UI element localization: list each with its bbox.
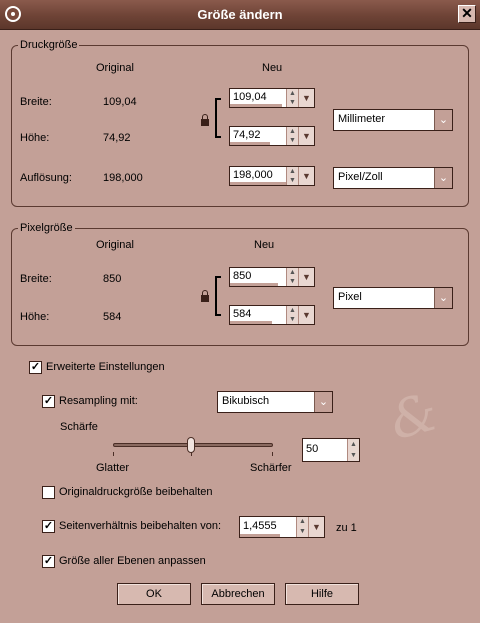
aspect-ratio-spinbox[interactable] xyxy=(239,516,325,538)
resolution-spin-arrows[interactable] xyxy=(286,167,298,185)
resolution-spinbox[interactable] xyxy=(229,166,315,186)
help-button[interactable]: Hilfe xyxy=(285,583,359,605)
resampling-method-select[interactable] xyxy=(217,391,333,413)
spin-up-icon: ▲ xyxy=(289,307,296,314)
pixel-col-neu: Neu xyxy=(254,239,275,251)
slider-min-label: Glatter xyxy=(96,462,130,474)
spin-down-icon: ▼ xyxy=(289,137,296,144)
resolution-unit-select[interactable] xyxy=(333,167,453,189)
advanced-settings-checkbox[interactable]: ✓ xyxy=(30,361,41,373)
spin-down-icon: ▼ xyxy=(289,278,296,285)
print-col-original: Original xyxy=(96,62,134,74)
resolution-original: 198,000 xyxy=(103,172,143,184)
pixel-height-value: 584 xyxy=(233,308,252,320)
spin-up-icon: ▲ xyxy=(299,518,306,525)
ok-button[interactable]: OK xyxy=(117,583,191,605)
print-height-value: 74,92 xyxy=(233,129,261,141)
sharpness-slider-thumb[interactable] xyxy=(187,437,195,453)
pixel-width-dropdown-icon[interactable]: ▼ xyxy=(298,268,314,286)
lock-icon[interactable] xyxy=(201,295,209,302)
pixel-height-label: Höhe: xyxy=(20,311,50,323)
slider-tick xyxy=(191,452,192,456)
spin-up-icon: ▲ xyxy=(350,441,357,448)
print-width-dropdown-icon[interactable]: ▼ xyxy=(298,89,314,107)
chevron-down-icon[interactable]: ⌄ xyxy=(434,168,452,188)
pixel-unit-value: Pixel xyxy=(338,291,362,303)
print-col-neu: Neu xyxy=(262,62,283,74)
resampling-method-value: Bikubisch xyxy=(222,395,270,407)
resize-all-layers-label: Größe aller Ebenen anpassen xyxy=(59,555,206,567)
print-height-spin-arrows[interactable] xyxy=(286,127,298,145)
slider-tick xyxy=(113,452,114,456)
resampling-label: Resampling mit: xyxy=(59,395,138,407)
keep-aspect-ratio-checkbox[interactable]: ✓ xyxy=(43,520,54,532)
sharpness-spin-arrows[interactable] xyxy=(347,439,359,461)
pixel-col-original: Original xyxy=(96,239,134,251)
pixel-unit-select[interactable] xyxy=(333,287,453,309)
cancel-button[interactable]: Abbrechen xyxy=(201,583,275,605)
print-size-group-label: Druckgröße xyxy=(20,39,78,51)
watermark-logo: & xyxy=(383,382,444,453)
spin-down-icon: ▼ xyxy=(299,528,306,535)
spin-up-icon: ▲ xyxy=(289,269,296,276)
aspect-ratio-value: 1,4555 xyxy=(243,520,277,532)
print-height-spinbox[interactable] xyxy=(229,126,315,146)
spin-down-icon: ▼ xyxy=(350,452,357,459)
chevron-down-icon[interactable]: ⌄ xyxy=(314,392,332,412)
pixel-width-spinbox[interactable] xyxy=(229,267,315,287)
close-button[interactable]: ✕ xyxy=(458,5,476,23)
chevron-down-icon[interactable]: ⌄ xyxy=(434,288,452,308)
resolution-label: Auflösung: xyxy=(20,172,72,184)
sharpness-spinbox[interactable] xyxy=(302,438,360,462)
print-height-original: 74,92 xyxy=(103,132,131,144)
spin-down-icon: ▼ xyxy=(289,316,296,323)
print-width-label: Breite: xyxy=(20,96,52,108)
print-unit-select[interactable] xyxy=(333,109,453,131)
spin-up-icon: ▲ xyxy=(289,128,296,135)
resolution-unit-value: Pixel/Zoll xyxy=(338,171,383,183)
print-unit-value: Millimeter xyxy=(338,113,386,125)
lock-icon[interactable] xyxy=(201,119,209,126)
slider-tick xyxy=(272,452,273,456)
spin-down-icon: ▼ xyxy=(289,99,296,106)
sharpness-label: Schärfe xyxy=(60,421,98,433)
title-bar xyxy=(0,0,480,30)
pixel-height-dropdown-icon[interactable]: ▼ xyxy=(298,306,314,324)
pixel-height-spinbox[interactable] xyxy=(229,305,315,325)
resize-all-layers-checkbox[interactable]: ✓ xyxy=(43,555,54,567)
print-height-dropdown-icon[interactable]: ▼ xyxy=(298,127,314,145)
pixel-height-original: 584 xyxy=(103,311,122,323)
pixel-width-spin-arrows[interactable] xyxy=(286,268,298,286)
keep-original-print-size-label: Originaldruckgröße beibehalten xyxy=(59,486,213,498)
aspect-ratio-spin-arrows[interactable] xyxy=(296,517,308,537)
pixel-size-group-label: Pixelgröße xyxy=(20,222,73,234)
aspect-ratio-dropdown-icon[interactable]: ▼ xyxy=(308,517,324,537)
aspect-ratio-suffix: zu 1 xyxy=(336,522,357,534)
pixel-width-value: 850 xyxy=(233,270,252,282)
slider-max-label: Schärfer xyxy=(250,462,292,474)
advanced-settings-label: Erweiterte Einstellungen xyxy=(46,361,165,373)
pixel-link-bracket xyxy=(215,276,221,316)
resolution-dropdown-icon[interactable]: ▼ xyxy=(298,167,314,185)
print-width-spinbox[interactable] xyxy=(229,88,315,108)
sharpness-value: 50 xyxy=(306,443,319,455)
pixel-width-original: 850 xyxy=(103,273,122,285)
spin-up-icon: ▲ xyxy=(289,168,296,175)
spin-up-icon: ▲ xyxy=(289,90,296,97)
pixel-height-spin-arrows[interactable] xyxy=(286,306,298,324)
print-width-value: 109,04 xyxy=(233,91,267,103)
print-height-label: Höhe: xyxy=(20,132,50,144)
window-title: Größe ändern xyxy=(197,7,283,22)
pixel-width-label: Breite: xyxy=(20,273,52,285)
print-width-original: 109,04 xyxy=(103,96,137,108)
resolution-value: 198,000 xyxy=(233,169,273,181)
print-width-spin-arrows[interactable] xyxy=(286,89,298,107)
keep-aspect-ratio-label: Seitenverhältnis beibehalten von: xyxy=(59,520,222,532)
resampling-checkbox[interactable]: ✓ xyxy=(43,395,54,407)
chevron-down-icon[interactable]: ⌄ xyxy=(434,110,452,130)
keep-original-print-size-checkbox[interactable] xyxy=(42,486,55,499)
print-link-bracket xyxy=(215,98,221,138)
spin-down-icon: ▼ xyxy=(289,177,296,184)
